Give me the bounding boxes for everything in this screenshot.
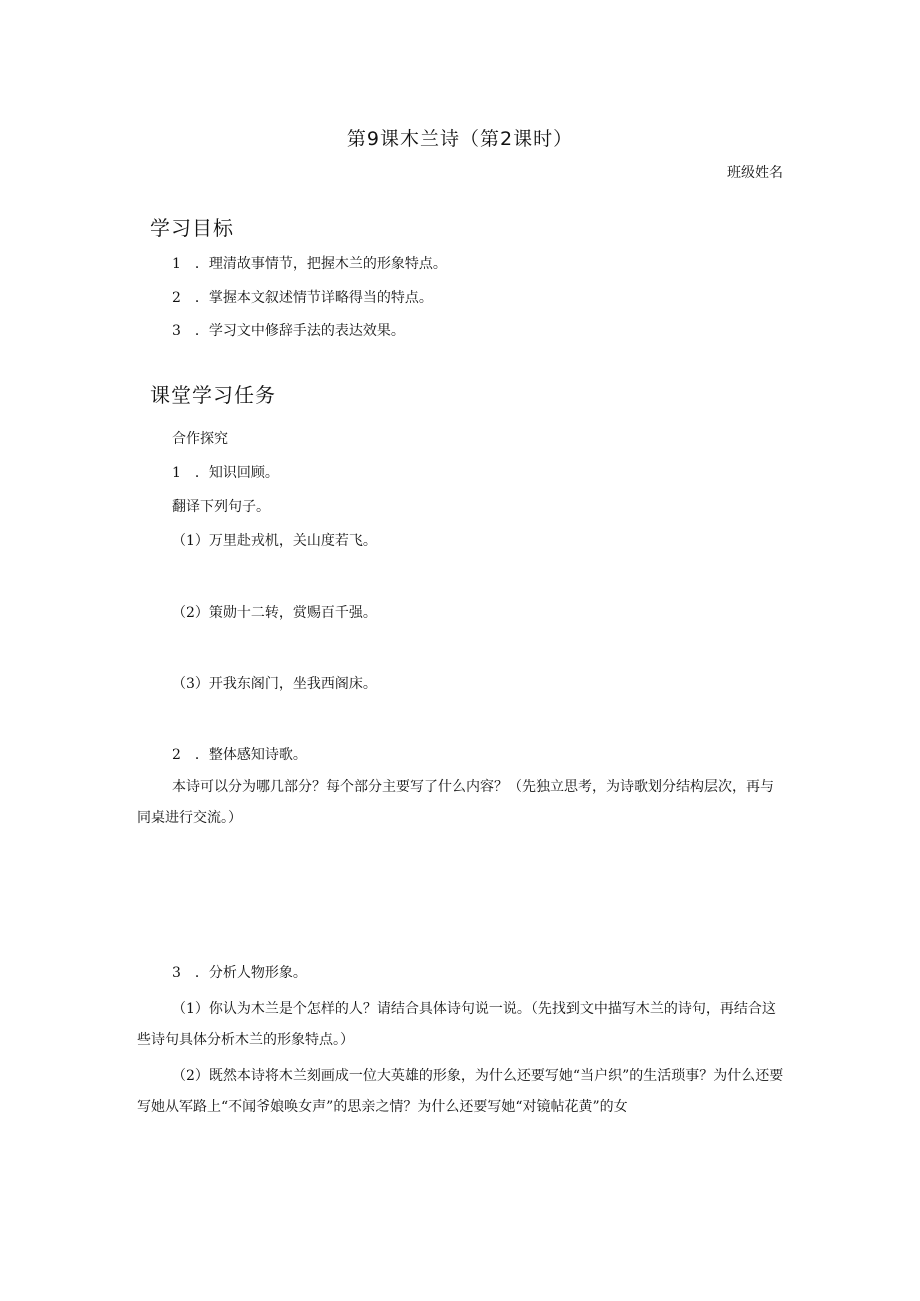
tasks-sub-heading: 合作探究	[172, 431, 228, 447]
task1-instruction: 翻译下列句子。	[172, 499, 270, 515]
task2-question: 本诗可以分为哪几部分？每个部分主要写了什么内容？（先独立思考，为诗歌划分结构层次，再与同桌进行交流。）	[137, 779, 774, 826]
class-name-line: 班级姓名	[727, 165, 783, 181]
task2-heading: 2 ．整体感知诗歌。	[172, 747, 307, 763]
objectives-heading: 学习目标	[150, 216, 234, 240]
objective-item-3: 3 ．学习文中修辞手法的表达效果。	[172, 323, 405, 339]
objective-item-1: 1 ．理清故事情节，把握木兰的形象特点。	[172, 256, 447, 272]
task3-question-1: （1）你认为木兰是个怎样的人？请结合具体诗句说一说。（先找到文中描写木兰的诗句，再结合这些诗句具体分析木兰的形象特点。）	[137, 1001, 776, 1048]
translate-sentence-3: （3）开我东阁门，坐我西阁床。	[172, 676, 377, 692]
page-title: 第9课木兰诗（第2课时）	[346, 128, 574, 150]
task3-question-2: （2）既然本诗将木兰刻画成一位大英雄的形象，为什么还要写她“当户织”的生活琐事？为什么还要写她从军路上“不闻爷娘唤女声”的思亲之情？为什么还要写她“对镜帖花黄”的女	[137, 1068, 784, 1115]
translate-sentence-1: （1）万里赴戎机，关山度若飞。	[172, 533, 377, 549]
task3-heading: 3 ．分析人物形象。	[172, 965, 307, 981]
objective-item-2: 2 ．掌握本文叙述情节详略得当的特点。	[172, 290, 433, 306]
translate-sentence-2: （2）策勋十二转，赏赐百千强。	[172, 605, 377, 621]
task1-heading: 1 ．知识回顾。	[172, 465, 279, 481]
tasks-heading: 课堂学习任务	[150, 383, 276, 407]
